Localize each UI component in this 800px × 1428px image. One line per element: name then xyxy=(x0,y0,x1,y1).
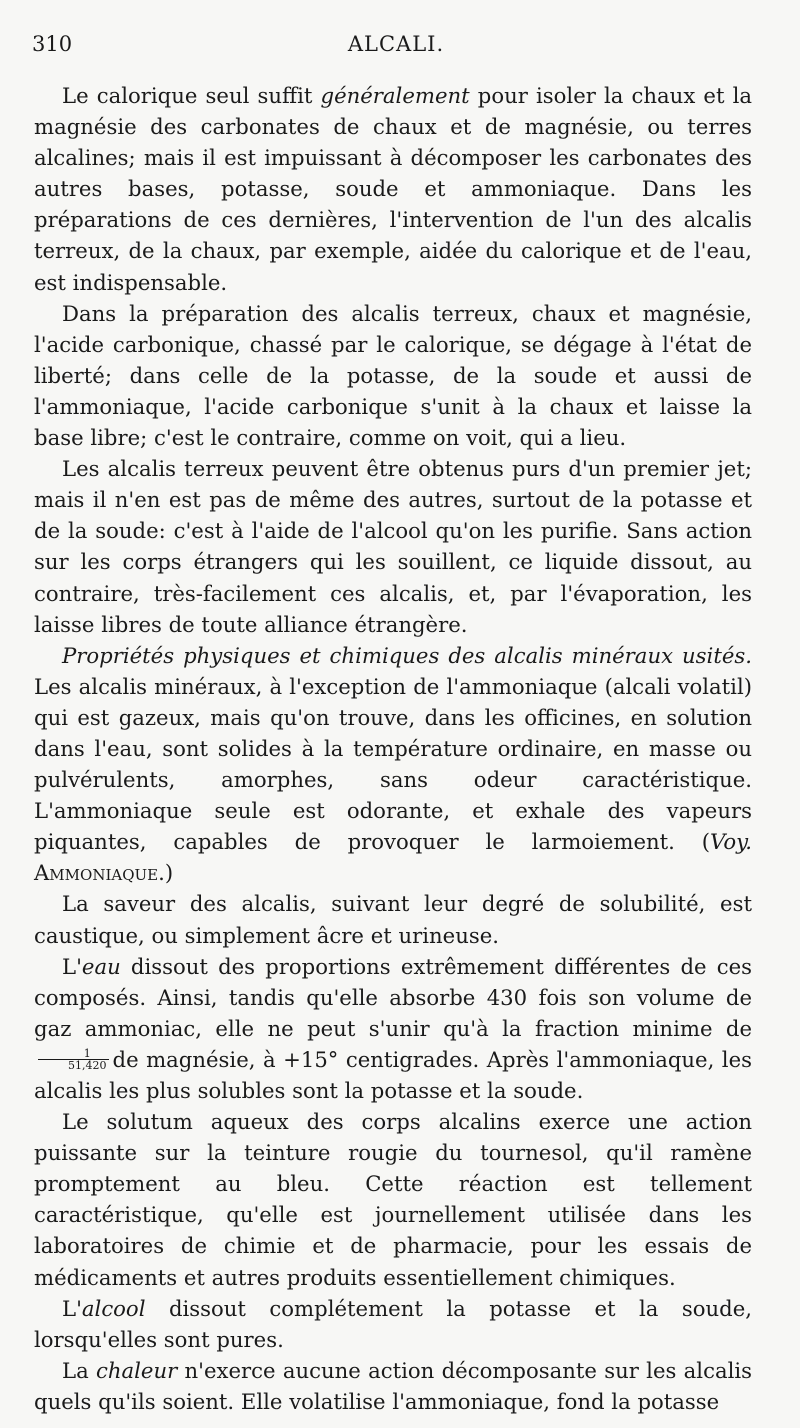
paragraph-text: Les alcalis minéraux, à l'exception de l'ammoniaque (alcali volatil) qui est gazeux, mais qu'on trouve, dans les officines, en solution dans l'eau, sont solides à la température ordinaire, en masse ou pulvérulents, amorphes, sans odeur caractéristique. L'ammoniaque seule est odorante, et exhale des vapeurs piquantes, capables de provoquer le larmoiement. ( xyxy=(34,673,752,855)
paragraph-alcalis-terreux xyxy=(34,453,752,640)
running-head: ALCALI. xyxy=(347,32,445,56)
paragraph-saveur xyxy=(34,888,752,950)
paragraph-text: pour isoler la chaux et la magnésie des carbonates de chaux et de magnésie, ou terres alcalines; mais il est impuissant à décomposer les carbonates des autres bases, potasse, soude et ammoniaque. Dans les préparations de ces dernières, l'intervention de l'un des alcalis terreux, de la chaux, par exemple, aidée du calorique et de l'eau, est indispensable. xyxy=(34,83,752,295)
paragraph-text: dissout complétement la potasse et la soude, lorsqu'elles sont pures. xyxy=(34,1295,752,1352)
paragraph-text: ) xyxy=(164,860,174,886)
paragraph-text: n'exerce aucune action décomposante sur les alcalis quels qu'ils soient. Elle volatilise l'ammoniaque, fond la potasse xyxy=(34,1357,752,1414)
paragraph-alcool xyxy=(34,1293,752,1355)
page-body xyxy=(34,80,752,1417)
paragraph-text: Le calorique seul suffit xyxy=(62,83,321,108)
fraction xyxy=(38,1048,109,1071)
italic-term: eau xyxy=(81,953,121,979)
page-number: 310 xyxy=(32,32,73,56)
paragraph-text: de magnésie, à +15° centigrades. Après l'ammoniaque, les alcalis les plus solubles sont la potasse et la soude. xyxy=(34,1046,752,1103)
page-header xyxy=(32,32,760,62)
paragraph-text: L' xyxy=(62,1295,82,1321)
paragraph-text: L' xyxy=(62,953,82,979)
paragraph-chaleur xyxy=(34,1355,752,1417)
italic-term: alcool xyxy=(81,1295,146,1321)
paragraph-preparation xyxy=(34,298,752,453)
paragraph-solutum xyxy=(34,1106,752,1293)
paragraph-text: Dans la préparation des alcalis terreux, chaux et magnésie, l'acide carbonique, chassé par le calorique, se dégage à l'état de liberté; dans celle de la potasse, de la soude et aussi de l'ammoniaque, l'acide carbonique s'unit à la chaux et laisse la base libre; c'est le contraire, comme on voit, qui a lieu. xyxy=(34,300,752,451)
paragraph-eau xyxy=(34,951,752,1106)
paragraph-proprietes xyxy=(34,640,752,889)
section-heading: Propriétés physiques et chimiques des alcalis minéraux usités. xyxy=(62,642,752,668)
paragraph-text: dissout des proportions extrêmement différentes de ces composés. Ainsi, tandis qu'elle absorbe 430 fois son volume de gaz ammoniac, elle ne peut s'unir qu'à la fraction minime de xyxy=(34,953,752,1041)
fraction-denominator: 51,420 xyxy=(68,1058,107,1072)
paragraph-calorique xyxy=(34,80,752,298)
voy-abbreviation: Voy. xyxy=(710,829,752,855)
italic-term: généralement xyxy=(320,83,470,108)
paragraph-text: La saveur des alcalis, suivant leur degré de solubilité, est caustique, ou simplement âcre et urineuse. xyxy=(34,891,752,948)
fraction-numerator: 1 xyxy=(38,1048,109,1060)
paragraph-text: Le solutum aqueux des corps alcalins exerce une action puissante sur la teinture rougie du tournesol, qu'il ramène promptement au bleu. Cette réaction est tellement caractéristique, qu'elle est journellement utilisée dans les laboratoires de chimie et de pharmacie, pour les essais de médicaments et autres produits essentiellement chimiques. xyxy=(34,1109,752,1290)
paragraph-text: La xyxy=(62,1357,96,1383)
paragraph-text: Les alcalis terreux peuvent être obtenus purs d'un premier jet; mais il n'en est pas de même des autres, surtout de la potasse et de la soude: c'est à l'aide de l'alcool qu'on les purifie. Sans action sur les corps étrangers qui les souillent, ce liquide dissout, au contraire, très-facilement ces alcalis, et, par l'évaporation, les laisse libres de toute alliance étrangère. xyxy=(34,456,752,637)
italic-term: chaleur xyxy=(96,1357,178,1383)
cross-reference: Ammoniaque. xyxy=(34,860,165,886)
